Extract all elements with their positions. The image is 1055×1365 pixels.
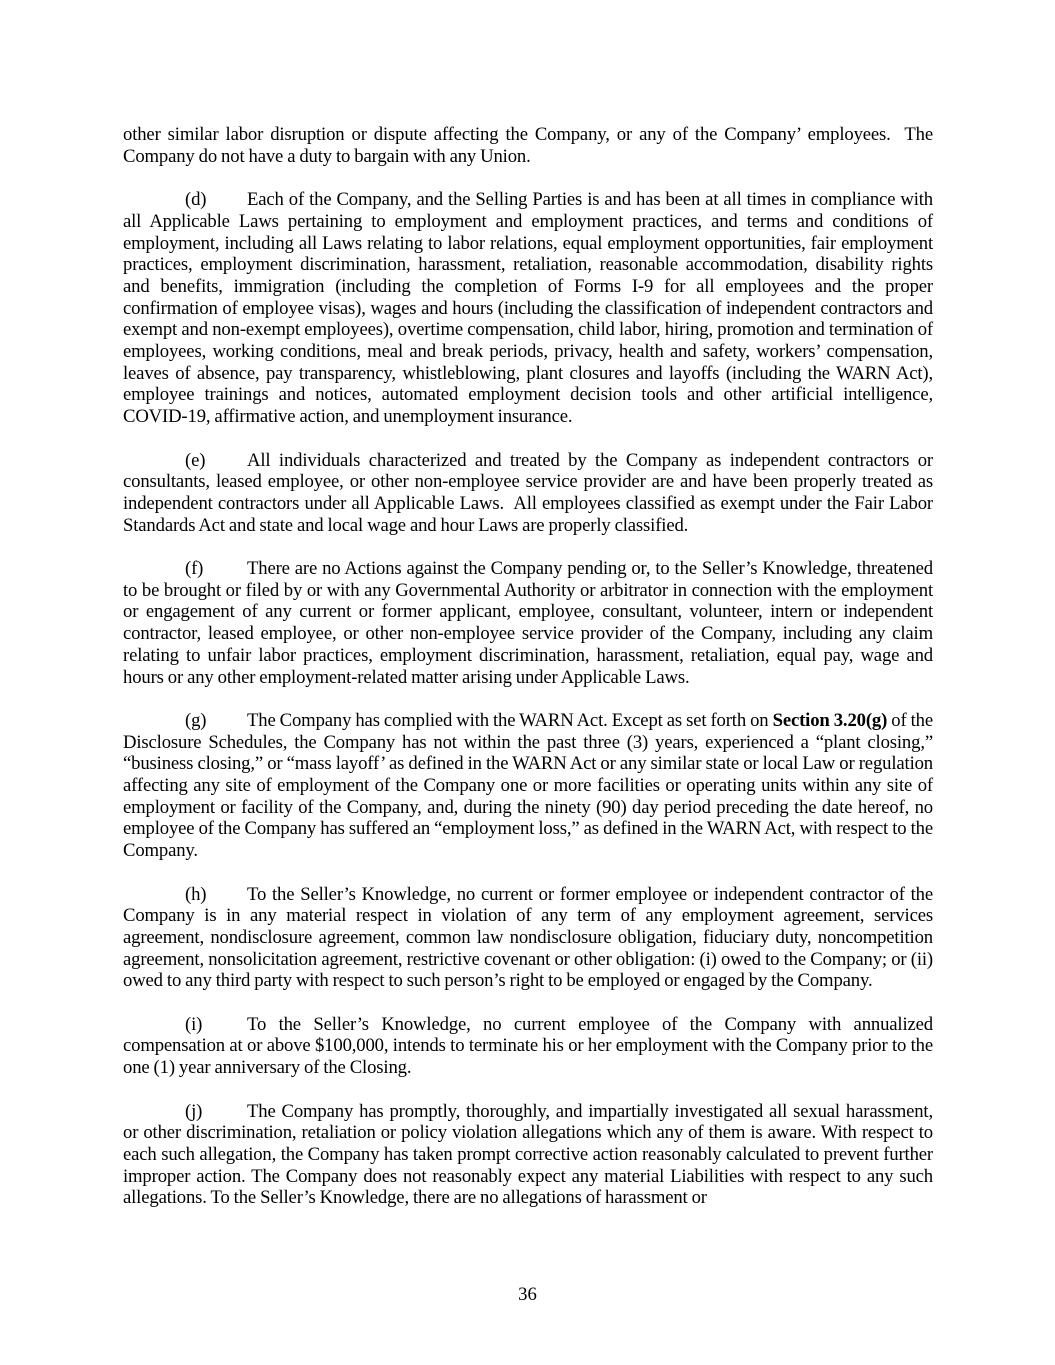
- paragraph-item-d-marker: (d): [185, 189, 207, 211]
- paragraph-item-h-marker: (h): [185, 883, 207, 905]
- paragraph-item-h: (h) To the Seller’s Knowledge, no current or former employee or independent contractor of the Company is in any material respect in violation of any term of any employment agreement, services agreement, nondisclosure agreement, common law nondisclosure obligation, fiduciary duty, noncompetition agreement, nonsolicitation agreement, restrictive covenant or other obligation: (i) owed to the Company; or (ii) owed to any third party with respect to such person’s right to be employed or engaged by the Company.: [123, 883, 933, 992]
- paragraph-item-f: (f) There are no Actions against the Company pending or, to the Seller’s Knowledge, threatened to be brought or filed by or with any Governmental Authority or arbitrator in connection with the employment or engagement of any current or former applicant, employee, consultant, volunteer, intern or independent contractor, leased employee, or other non-employee service provider of the Company, including any claim relating to unfair labor practices, employment discrimination, harassment, retaliation, equal pay, wage and hours or any other employment-related matter arising under Applicable Laws.: [123, 558, 933, 688]
- paragraph-item-e-marker: (e): [185, 449, 206, 471]
- paragraph-item-i-marker: (i): [185, 1013, 203, 1035]
- paragraph-item-i: (i) To the Seller’s Knowledge, no current employee of the Company with annualized compensation at or above $100,000, intends to terminate his or her employment with the Company prior to the one (1) year anniversary of the Closing.: [123, 1013, 933, 1079]
- paragraph-item-g: (g) The Company has complied with the WARN Act. Except as set forth on Section 3.20(g) of the Disclosure Schedules, the Company has not within the past three (3) years, experienced a “plant closing,” “business closing,” or “mass layoff’ as defined in the WARN Act or any similar state or local Law or regulation affecting any site of employment of the Company one or more facilities or operating units within any site of employment or facility of the Company, and, during the ninety (90) day period preceding the date hereof, no employee of the Company has suffered an “employment loss,” as defined in the WARN Act, with respect to the Company.: [123, 709, 933, 862]
- paragraph-item-g-marker: (g): [185, 709, 207, 731]
- paragraph-item-f-marker: (f): [185, 558, 204, 580]
- paragraph-item-d: (d) Each of the Company, and the Selling Parties is and has been at all times in compliance with all Applicable Laws pertaining to employment and employment practices, and terms and conditions of employment, including all Laws relating to labor relations, equal employment opportunities, fair employment practices, employment discrimination, harassment, retaliation, reasonable accommodation, disability rights and benefits, immigration (including the completion of Forms I-9 for all employees and the proper confirmation of employee visas), wages and hours (including the classification of independent contractors and exempt and non-exempt employees), overtime compensation, child labor, hiring, promotion and termination of employees, working conditions, meal and break periods, privacy, health and safety, workers’ compensation, leaves of absence, pay transparency, whistleblowing, plant closures and layoffs (including the WARN Act), employee trainings and notices, automated employment decision tools and other artificial intelligence, COVID-19, affirmative action, and unemployment insurance.: [123, 189, 933, 428]
- paragraph-item-j-marker: (j): [185, 1100, 203, 1122]
- page-number: 36: [518, 1284, 537, 1305]
- bold-section-reference: Section 3.20(g): [772, 709, 888, 731]
- paragraph-item-j: (j) The Company has promptly, thoroughly, and impartially investigated all sexual harassment, or other discrimination, retaliation or policy violation allegations which any of them is aware. With respect to each such allegation, the Company has taken prompt corrective action reasonably calculated to prevent further improper action. The Company does not reasonably expect any material Liabilities with respect to any such allegations. To the Seller’s Knowledge, there are no allegations of harassment or: [123, 1100, 933, 1209]
- document-body: [123, 124, 933, 1231]
- paragraph-continuation: other similar labor disruption or dispute affecting the Company, or any of the Company’ employees. The Company do not have a duty to bargain with any Union.: [123, 124, 933, 167]
- paragraph-item-e: (e) All individuals characterized and treated by the Company as independent contractors or consultants, leased employee, or other non-employee service provider are and have been properly treated as independent contractors under all Applicable Laws. All employees classified as exempt under the Fair Labor Standards Act and state and local wage and hour Laws are properly classified.: [123, 449, 933, 536]
